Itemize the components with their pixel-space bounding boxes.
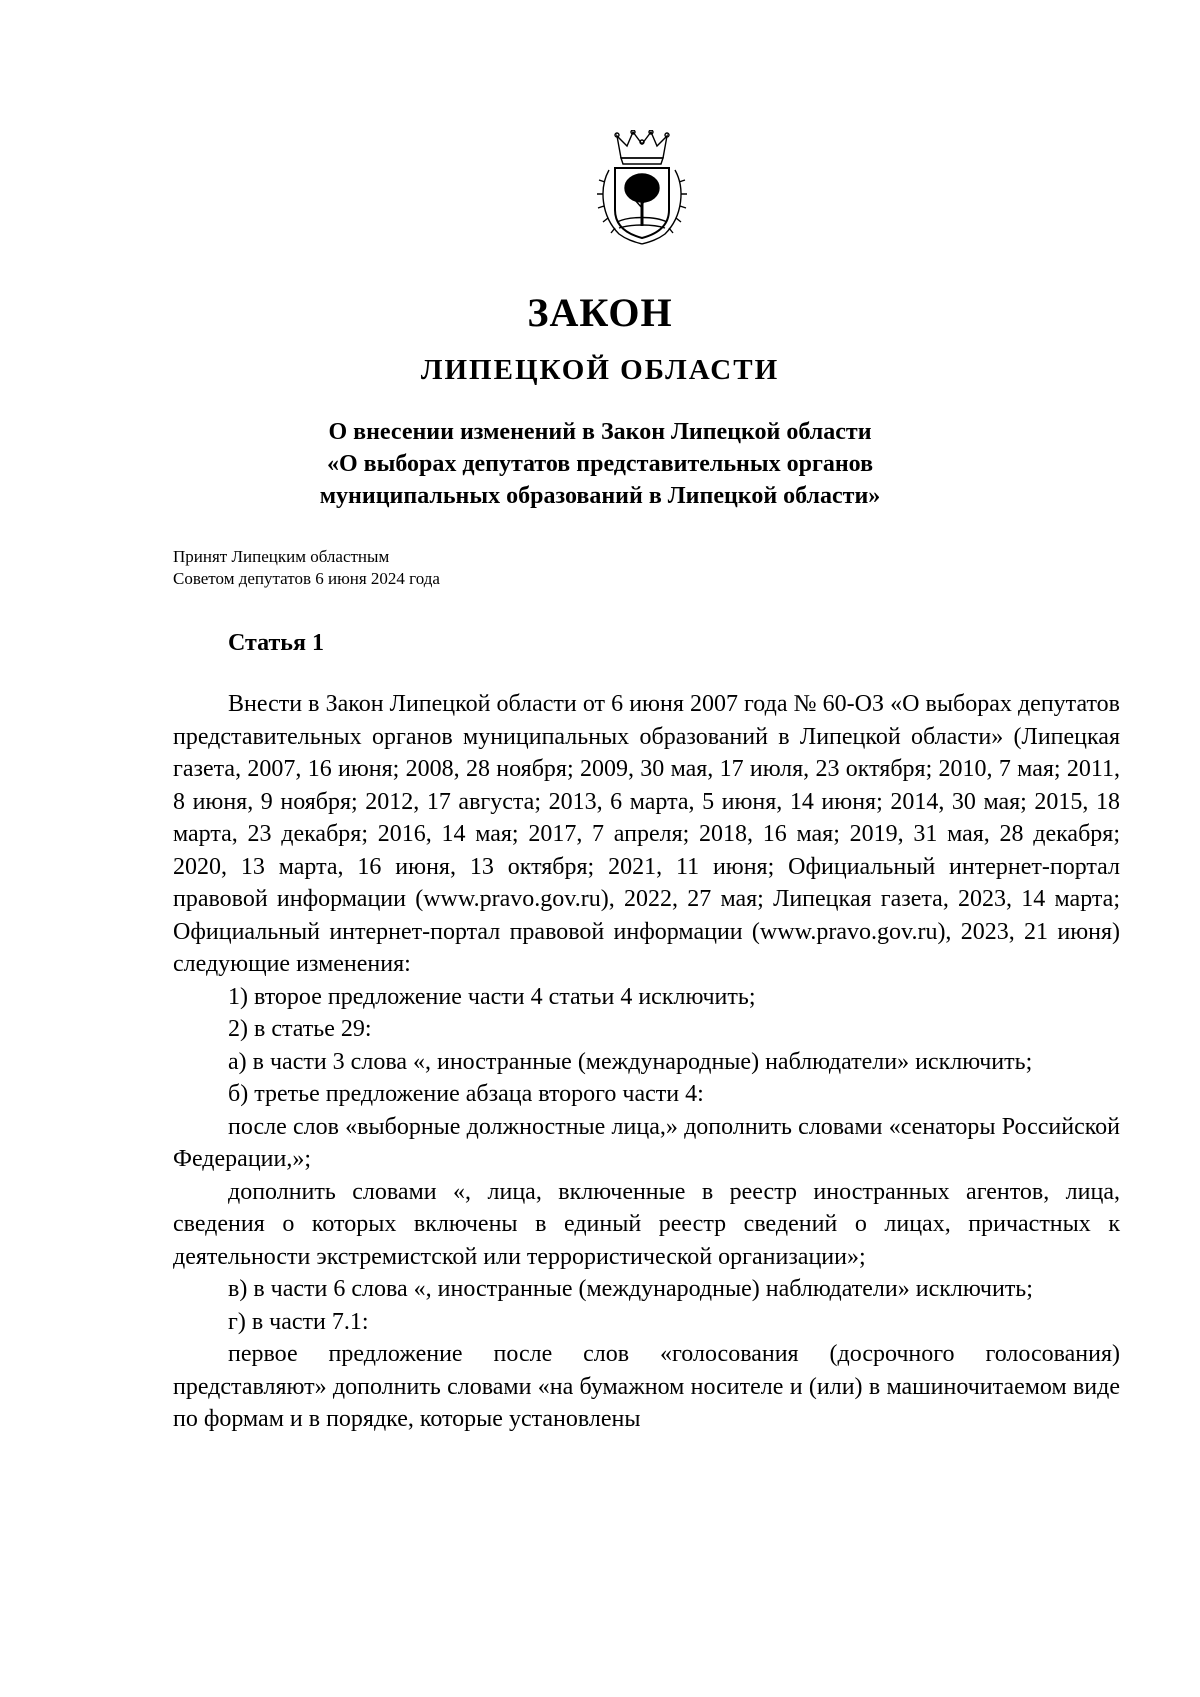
article-body [173, 688, 1120, 1436]
article-paragraph: 2) в статье 29: [228, 1016, 372, 1042]
article-paragraph: после слов «выборные должностные лица,» дополнить словами «сенаторы Российской Федерации,»; [173, 1113, 1120, 1172]
law-subject [0, 416, 1200, 512]
article-paragraph: в) в части 6 слова «, иностранные (международные) наблюдатели» исключить; [228, 1276, 1033, 1302]
article-paragraph: Внести в Закон Липецкой области от 6 июня 2007 года № 60-ОЗ «О выборах депутатов представительных органов муниципальных образований в Липецкой области» (Липецкая газета, 2007, 16 июня; 2008, 28 ноября; 2009, 30 мая, 17 июля, 23 октября; 2010, 7 мая; 2011, 8 июня, 9 ноября; 2012, 17 августа; 2013, 6 марта, 5 июня, 14 июня; 2014, 30 мая; 2015, 18 марта, 23 декабря; 2016, 14 мая; 2017, 7 апреля; 2018, 16 мая; 2019, 31 мая, 28 декабря; 2020, 13 марта, 16 июня, 13 октября; 2021, 11 июня; Официальный интернет-портал правовой информации (www.pravo.gov.ru), 2022, 27 мая; Липецкая газета, 2023, 14 марта; Официальный интернет-портал правовой информации (www.pravo.gov.ru), 2023, 21 июня) следующие изменения: [173, 691, 1120, 977]
law-subject-line: «О выборах депутатов представительных органов [326, 451, 874, 477]
law-subject-line: муниципальных образований в Липецкой области» [319, 483, 881, 509]
article-heading: Статья 1 [228, 630, 324, 656]
region-title: ЛИПЕЦКОЙ ОБЛАСТИ [420, 354, 780, 386]
adoption-note-line: Принят Липецким областным [173, 547, 390, 566]
article-paragraph: а) в части 3 слова «, иностранные (международные) наблюдатели» исключить; [228, 1048, 1033, 1075]
article-paragraph: г) в части 7.1: [228, 1308, 369, 1335]
law-title: ЗАКОН [527, 290, 673, 335]
article-paragraph: б) третье предложение абзаца второго части 4: [228, 1081, 704, 1107]
article-paragraph: 1) второе предложение части 4 статьи 4 исключить; [228, 983, 756, 1010]
lipetsk-coat-of-arms-icon [595, 130, 689, 246]
article-paragraph: дополнить словами «, лица, включенные в реестр иностранных агентов, лица, сведения о которых включены в единый реестр сведений о лицах, причастных к деятельности экстремистской или террористической организации»; [173, 1178, 1120, 1270]
adoption-note-line: Советом депутатов 6 июня 2024 года [173, 569, 440, 588]
article-paragraph: первое предложение после слов «голосования (досрочного голосования) представляют» дополнить словами «на бумажном носителе и (или) в машиночитаемом виде по формам и в порядке, которые установлены [173, 1341, 1120, 1432]
adoption-note [173, 546, 440, 590]
law-subject-line: О внесении изменений в Закон Липецкой области [328, 419, 872, 445]
